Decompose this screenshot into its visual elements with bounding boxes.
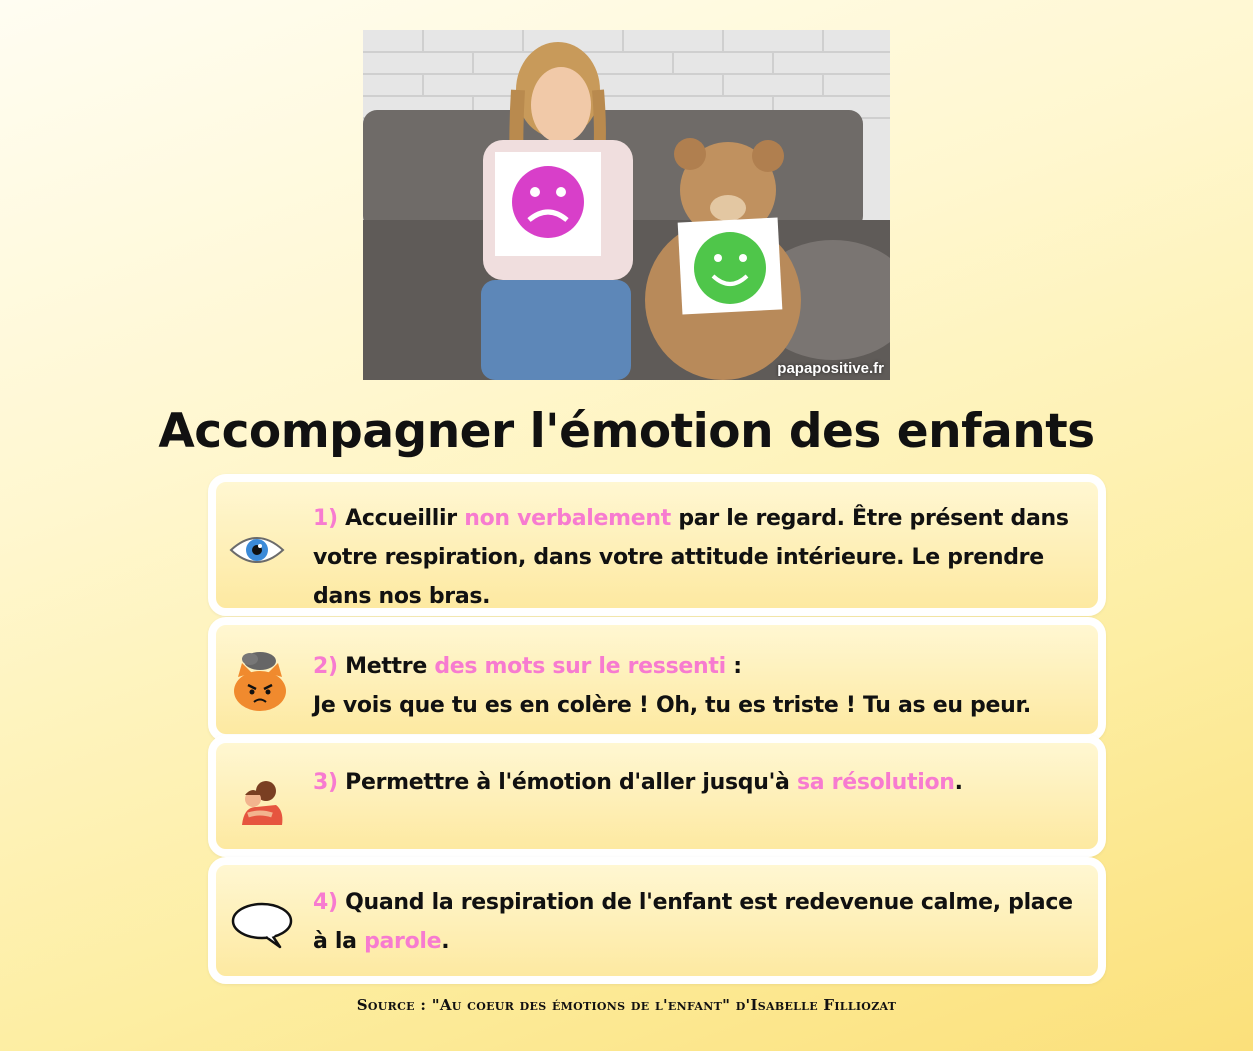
step-text-2 [313, 647, 1080, 725]
step-text-4 [313, 883, 1080, 961]
step-example-line: Je vois que tu es en colère ! Oh, tu es triste ! Tu as eu peur. [313, 693, 1031, 718]
step-text-before: Accueillir [345, 506, 457, 531]
step-number: 1) [313, 506, 338, 531]
eye-icon [228, 530, 286, 574]
page-title: Accompagner l'émotion des enfants [158, 404, 1095, 459]
step-text-after: par le regard. Être présent dans votre respiration, dans votre attitude intérieure. Le prendre dans nos bras. [313, 506, 1069, 609]
step-highlight: sa résolution [796, 770, 955, 795]
step-card-2 [208, 617, 1106, 742]
photo-watermark: papapositive.fr [777, 360, 884, 377]
step-number: 3) [313, 770, 338, 795]
header-photo [363, 30, 890, 380]
step-text-before: Permettre à l'émotion d'aller jusqu'à [345, 770, 790, 795]
step-card-1 [208, 474, 1106, 616]
step-text-3 [313, 763, 1080, 802]
step-card-4 [208, 857, 1106, 984]
step-text-before: Mettre [345, 654, 427, 679]
speech-bubble-icon [230, 901, 296, 953]
step-text-after: . [441, 929, 450, 954]
step-text-after: : [733, 654, 742, 679]
step-text-after: . [954, 770, 963, 795]
angry-cat-icon [228, 647, 292, 717]
step-text-before: Quand la respiration de l'enfant est redevenue calme, place à la [313, 890, 1073, 954]
step-text-1 [313, 499, 1080, 616]
step-number: 4) [313, 890, 338, 915]
step-highlight: non verbalement [464, 506, 671, 531]
step-number: 2) [313, 654, 338, 679]
child-with-teddy-photo [363, 30, 890, 380]
step-highlight: parole [364, 929, 442, 954]
step-highlight: des mots sur le ressenti [434, 654, 726, 679]
step-card-3 [208, 735, 1106, 857]
hug-icon [236, 777, 286, 829]
source-credit: Source : "Au coeur des émotions de l'enfant" d'Isabelle Filliozat [356, 996, 897, 1014]
